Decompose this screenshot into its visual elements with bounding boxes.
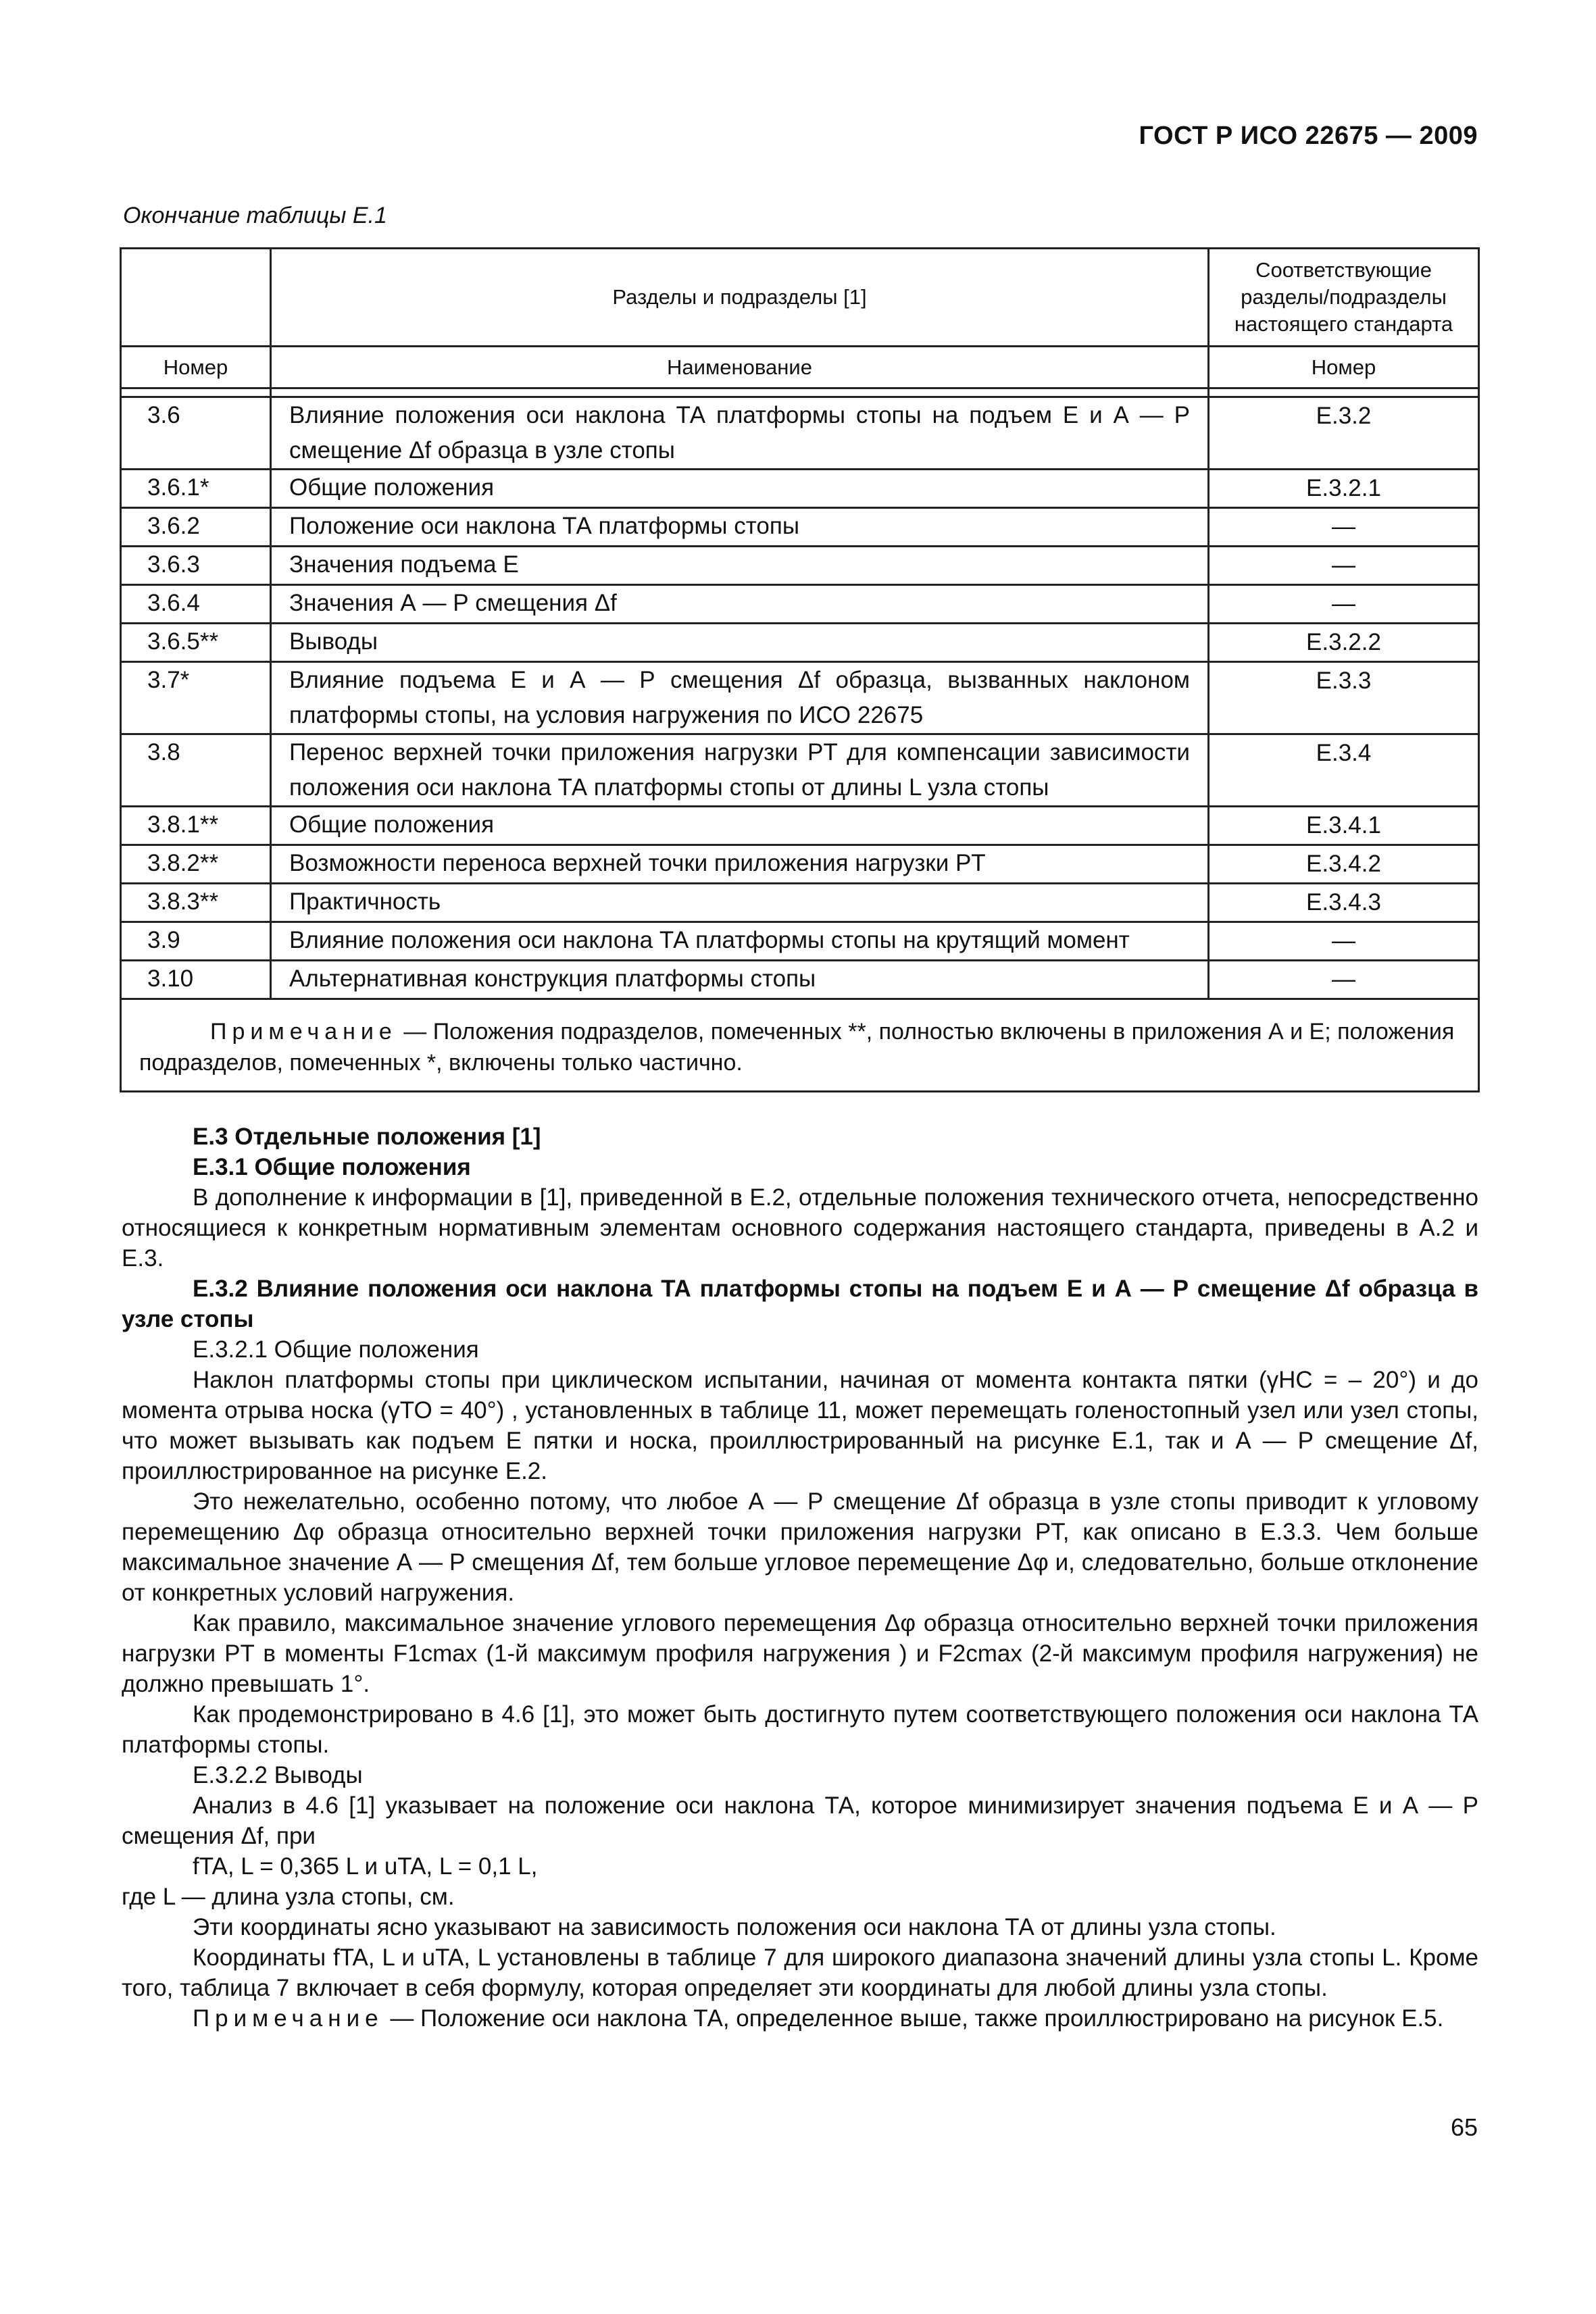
section-e322-title: Е.3.2.2 Выводы <box>193 1762 363 1788</box>
row-number: 3.8 <box>121 734 271 807</box>
row-number: 3.8.2** <box>121 845 271 884</box>
row-name: Влияние положения оси наклона ТА платформы стопы на подъем E и А — Р смещение Δf образца в узле стопы <box>271 397 1209 470</box>
header-separator <box>121 388 1479 397</box>
row-number: 3.7* <box>121 662 271 734</box>
section-e321-title: Е.3.2.1 Общие положения <box>193 1336 479 1363</box>
row-ref: — <box>1209 547 1479 585</box>
header-sections: Разделы и подразделы [1] <box>271 249 1209 347</box>
paragraph-3: Как правило, максимальное значение углового перемещения Δφ образца относительно верхней точки приложения нагрузки PT в моменты F1cmax (1-й максимум профиля нагружения ) и F2cmax (2-й максимум профиля нагружения) не должно превышать 1°. <box>122 1610 1478 1697</box>
row-name: Влияние положения оси наклона ТА платформы стопы на крутящий момент <box>271 922 1209 961</box>
header-col-number2: Номер <box>1209 347 1479 388</box>
row-ref: — <box>1209 922 1479 961</box>
note2-text: — Положение оси наклона ТА, определенное выше, также проиллюстрировано на рисунок Е.5. <box>383 2005 1444 2032</box>
section-e3 <box>122 1122 1478 2034</box>
paragraph-4: Как продемонстрировано в 4.6 [1], это может быть достигнуто путем соответствующего положения оси наклона ТА платформы стопы. <box>122 1701 1478 1758</box>
row-name: Возможности переноса верхней точки приложения нагрузки PT <box>271 845 1209 884</box>
row-number: 3.6 <box>121 397 271 470</box>
row-number: 3.8.1** <box>121 807 271 845</box>
row-number: 3.8.3** <box>121 884 271 922</box>
row-ref: — <box>1209 961 1479 999</box>
section-e32-title: Е.3.2 Влияние положения оси наклона ТА платформы стопы на подъем E и А — Р смещение Δf образца в узле стопы <box>122 1276 1478 1332</box>
table-row <box>121 397 1479 470</box>
row-name: Значения А — Р смещения Δf <box>271 585 1209 624</box>
row-number: 3.10 <box>121 961 271 999</box>
row-ref: Е.3.2.1 <box>1209 470 1479 508</box>
paragraph-1: Наклон платформы стопы при циклическом испытании, начиная от момента контакта пятки (γHC = – 20°) и до момента отрыва носка (γTO = 40°) , установленных в таблице 11, может перемещать голеностопный узел или узел стопы, что может вызывать как подъем E пятки и носка, проиллюстрированный на рисунке Е.1, так и А — Р смещение Δf, проиллюстрированное на рисунке Е.2. <box>122 1367 1478 1484</box>
row-ref: Е.3.4.3 <box>1209 884 1479 922</box>
section-e31-text: В дополнение к информации в [1], приведенной в Е.2, отдельные положения технического отчета, непосредственно относящиеся к конкретным нормативным элементам основного содержания настоящего стандарта, приведены в А.2 и Е.3. <box>122 1184 1478 1272</box>
row-ref: Е.3.2 <box>1209 397 1479 470</box>
row-number: 3.6.2 <box>121 508 271 547</box>
document-header: ГОСТ Р ИСО 22675 — 2009 <box>1139 122 1478 150</box>
row-name: Выводы <box>271 624 1209 662</box>
row-name: Положение оси наклона ТА платформы стопы <box>271 508 1209 547</box>
row-name: Альтернативная конструкция платформы стопы <box>271 961 1209 999</box>
row-number: 3.9 <box>121 922 271 961</box>
header-col-name: Наименование <box>271 347 1209 388</box>
row-ref: — <box>1209 585 1479 624</box>
row-ref: Е.3.4 <box>1209 734 1479 807</box>
row-number: 3.6.4 <box>121 585 271 624</box>
table-header-row-1 <box>121 249 1479 347</box>
table-note <box>121 999 1479 1092</box>
table-row <box>121 922 1479 961</box>
section-e31-title: Е.3.1 Общие положения <box>193 1154 471 1180</box>
table-caption: Окончание таблицы Е.1 <box>123 203 387 228</box>
table-row <box>121 734 1479 807</box>
table-row <box>121 961 1479 999</box>
paragraph-6: Эти координаты ясно указывают на зависимость положения оси наклона ТА от длины узла стопы. <box>193 1914 1276 1940</box>
table-header-row-2 <box>121 347 1479 388</box>
header-col-number: Номер <box>121 347 271 388</box>
row-ref: — <box>1209 508 1479 547</box>
table-note-row <box>121 999 1479 1092</box>
row-number: 3.6.3 <box>121 547 271 585</box>
table-row <box>121 585 1479 624</box>
table-row <box>121 547 1479 585</box>
header-empty-cell <box>121 249 271 347</box>
row-ref: Е.3.4.2 <box>1209 845 1479 884</box>
sections-table <box>120 247 1480 1092</box>
row-name: Влияние подъема E и А — Р смещения Δf образца, вызванных наклоном платформы стопы, на условия нагружения по ИСО 22675 <box>271 662 1209 734</box>
table-row <box>121 508 1479 547</box>
formula: fTA, L = 0,365 L и uTA, L = 0,1 L, <box>193 1853 538 1880</box>
table-row <box>121 845 1479 884</box>
formula-where: где L — длина узла стопы, см. <box>122 1884 455 1910</box>
row-name: Практичность <box>271 884 1209 922</box>
row-ref: Е.3.4.1 <box>1209 807 1479 845</box>
row-number: 3.6.1* <box>121 470 271 508</box>
section-e3-title: Е.3 Отдельные положения [1] <box>193 1124 541 1150</box>
row-name: Перенос верхней точки приложения нагрузки PT для компенсации зависимости положения оси наклона ТА платформы стопы от длины L узла стопы <box>271 734 1209 807</box>
paragraph-5: Анализ в 4.6 [1] указывает на положение оси наклона ТА, которое минимизирует значения подъема E и А — Р смещения Δf, при <box>122 1792 1478 1849</box>
row-name: Общие положения <box>271 807 1209 845</box>
note-2 <box>122 2003 1478 2034</box>
table-row <box>121 807 1479 845</box>
row-name: Значения подъема E <box>271 547 1209 585</box>
note-text: — Положения подразделов, помеченных **, полностью включены в приложения А и Е; положения подразделов, помеченных *, включены только частично. <box>139 1019 1455 1076</box>
row-name: Общие положения <box>271 470 1209 508</box>
paragraph-7: Координаты fTA, L и uTA, L установлены в таблице 7 для широкого диапазона значений длины узла стопы L. Кроме того, таблица 7 включает в себя формулу, которая определяет эти координаты для любой длины узла стопы. <box>122 1944 1478 2001</box>
row-ref: Е.3.2.2 <box>1209 624 1479 662</box>
table-row <box>121 470 1479 508</box>
table-e1 <box>120 247 1478 1092</box>
table-row <box>121 662 1479 734</box>
table-row <box>121 624 1479 662</box>
page-number: 65 <box>1450 2113 1478 2141</box>
paragraph-2: Это нежелательно, особенно потому, что любое А — Р смещение Δf образца в узле стопы приводит к угловому перемещению Δφ образца относительно верхней точки приложения нагрузки PT, как описано в Е.3.3. Чем больше максимальное значение А — Р смещения Δf, тем больше угловое перемещение Δφ и, следовательно, больше отклонение от конкретных условий нагружения. <box>122 1488 1478 1606</box>
note-label: Примечание <box>210 1019 397 1045</box>
note2-label: Примечание <box>193 2005 384 2032</box>
row-number: 3.6.5** <box>121 624 271 662</box>
header-corresponding: Соответствующие разделы/подразделы настоящего стандарта <box>1209 249 1479 347</box>
row-ref: Е.3.3 <box>1209 662 1479 734</box>
table-row <box>121 884 1479 922</box>
